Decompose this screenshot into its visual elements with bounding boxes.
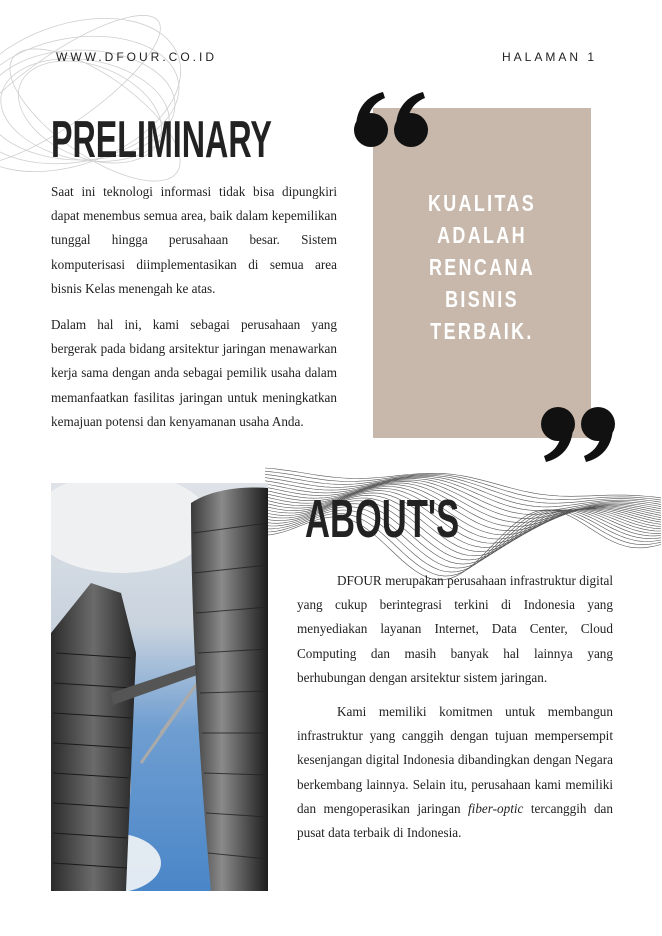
quote-line-1: KUALITAS [427,190,537,216]
about-paragraph-2-end: tercanggih dan pusat data terbaik di Indonesia. [297,800,613,841]
preliminary-paragraph-2: Dalam hal ini, kami sebagai perusahaan yang bergerak pada bidang arsitektur jaringan menawarkan kerja sama dengan anda sebagai pemilik usaha dalam memanfaatkan fasilitas jaringan untuk meningkatkan kemajuan potensi dan kenyamanan usaha Anda. [51,317,337,429]
preliminary-paragraph-1: Saat ini teknologi informasi tidak bisa dipungkiri dapat menembus semua area, baik dalam kepemilikan tunggal hingga perusahaan besar. Sistem komputerisasi diimplementasikan di semua area bisnis Kelas menengah ke atas. [51,184,337,296]
about-paragraph-1-text: merupakan perusahaan infrastruktur digital yang cukup berintegrasi terkini di Indonesia yang menyediakan layanan Internet, Data Center, Cloud Computing dan masih banyak hal lainnya yang berhubungan dengan arsitektur sistem jaringan. [297,573,613,685]
company-name: DFOUR [337,573,382,588]
preliminary-body [51,180,337,434]
open-quote-icon [353,92,433,150]
about-paragraph-1 [297,569,613,690]
quote-line-3: RENCANA BISNIS [428,254,536,312]
about-paragraph-2 [297,700,613,845]
twin-towers-photo [51,483,268,891]
about-body [297,569,613,845]
about-title: ABOUT'S [305,489,460,549]
close-quote-icon [536,404,616,462]
website-url: WWW.DFOUR.CO.ID [56,50,217,64]
preliminary-title: PRELIMINARY [51,111,272,169]
quote-line-2: ADALAH [437,222,527,248]
quote-line-4: TERBAIK. [430,318,534,344]
about-paragraph-2-text: Kami memiliki komitmen untuk membangun infrastruktur yang canggih dengan tujuan mempersempit kesenjangan digital Indonesia dibandingkan dengan Negara berkembang lainnya. Selain itu, perusahaan kami memiliki dan mengoperasikan jaringan [297,704,613,816]
fiber-optic-term: fiber-optic [468,800,524,816]
page-number: HALAMAN 1 [502,50,598,64]
quote-text [373,187,591,347]
